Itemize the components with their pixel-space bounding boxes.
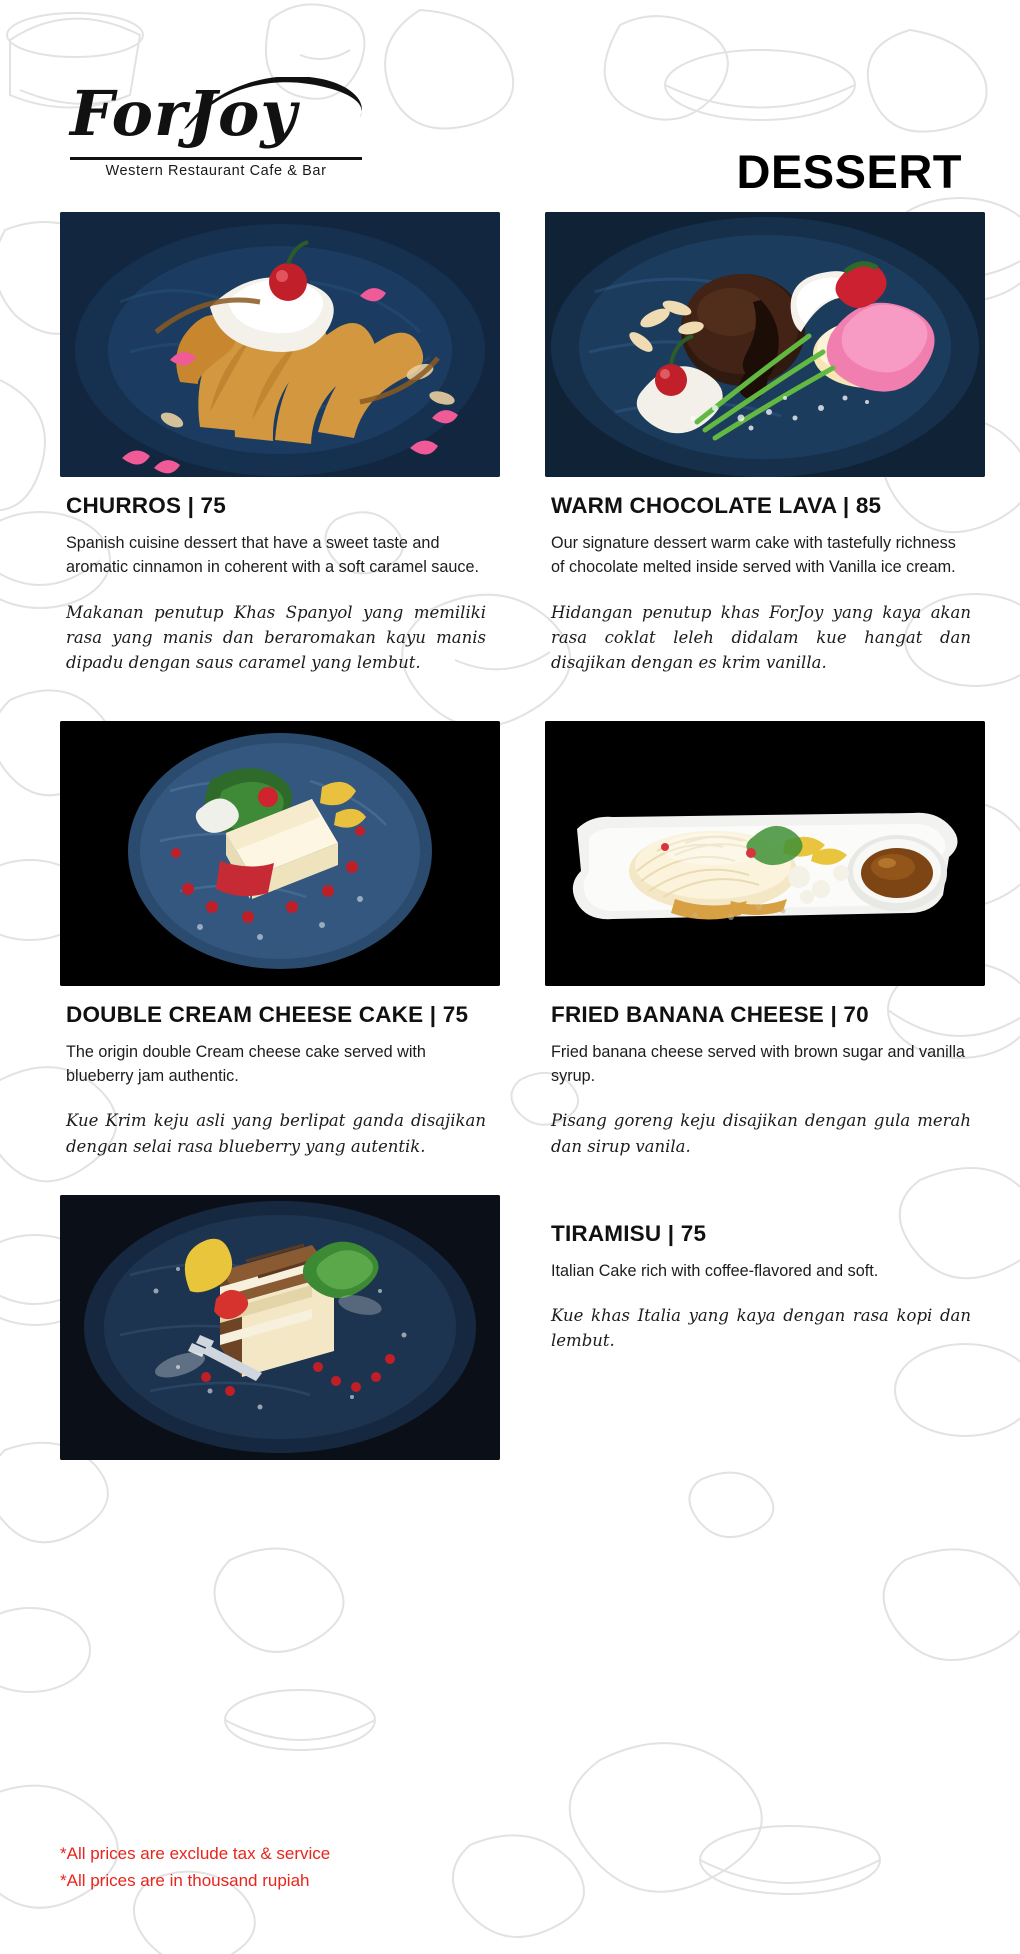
menu-item-tiramisu-photo xyxy=(60,1195,500,1460)
menu-column-right xyxy=(545,212,985,1375)
menu-item-warm-chocolate-lava xyxy=(545,212,985,675)
menu-item-double-cream-cheese-cake xyxy=(60,721,500,1159)
brand-logo-text: ForJoy xyxy=(70,77,298,150)
menu-item-tiramisu xyxy=(545,1221,985,1353)
double-cream-cheese-cake-photo xyxy=(60,721,500,986)
item-description-id: Pisang goreng keju disajikan dengan gula merah dan sirup vanila. xyxy=(551,1111,971,1156)
tiramisu-photo xyxy=(60,1195,500,1460)
item-description-id: Makanan penutup Khas Spanyol yang memiliki rasa yang manis dan beraromakan kayu manis dipadu dengan saus caramel yang lembut. xyxy=(66,602,486,672)
brand-tagline: Western Restaurant Cafe & Bar xyxy=(105,163,327,179)
price-note-tax: *All prices are exclude tax & service xyxy=(60,1844,331,1864)
item-description-en: Our signature dessert warm cake with tastefully richness of chocolate melted inside served with Vanilla ice cream. xyxy=(551,534,956,577)
price-note-currency: *All prices are in thousand rupiah xyxy=(60,1870,310,1890)
item-description-id: Kue Krim keju asli yang berlipat ganda disajikan dengan selai rasa blueberry yang autentik. xyxy=(66,1111,486,1156)
page-title: DESSERT xyxy=(736,145,962,198)
page-header xyxy=(0,78,1020,208)
item-title: WARM CHOCOLATE LAVA | 85 xyxy=(551,493,882,518)
fried-banana-cheese-photo xyxy=(545,721,985,986)
brand-logo xyxy=(62,77,372,203)
steam-swoosh-icon xyxy=(182,77,372,135)
menu-item-fried-banana-cheese xyxy=(545,721,985,1159)
footer-notes xyxy=(60,1841,330,1894)
logo-divider xyxy=(70,157,362,160)
item-description-en: Spanish cuisine dessert that have a sweet taste and aromatic cinnamon in coherent with a soft caramel sauce. xyxy=(66,534,479,577)
item-description-en: The origin double Cream cheese cake served with blueberry jam authentic. xyxy=(66,1042,426,1086)
menu-column-left xyxy=(60,212,500,1482)
item-description-id: Kue khas Italia yang kaya dengan rasa kopi dan lembut. xyxy=(551,1305,971,1350)
warm-chocolate-lava-photo xyxy=(545,212,985,477)
item-description-en: Fried banana cheese served with brown sugar and vanilla syrup. xyxy=(551,1042,965,1086)
item-description-en: Italian Cake rich with coffee-flavored and soft. xyxy=(551,1261,879,1280)
churros-photo xyxy=(60,212,500,477)
item-title: TIRAMISU | 75 xyxy=(551,1220,707,1246)
menu-item-churros xyxy=(60,212,500,675)
item-description-id: Hidangan penutup khas ForJoy yang kaya akan rasa coklat leleh didalam kue hangat dan disajikan dengan es krim vanilla. xyxy=(551,602,971,672)
item-title: FRIED BANANA CHEESE | 70 xyxy=(551,1001,869,1027)
item-title: DOUBLE CREAM CHEESE CAKE | 75 xyxy=(66,1001,469,1027)
item-title: CHURROS | 75 xyxy=(66,493,226,518)
